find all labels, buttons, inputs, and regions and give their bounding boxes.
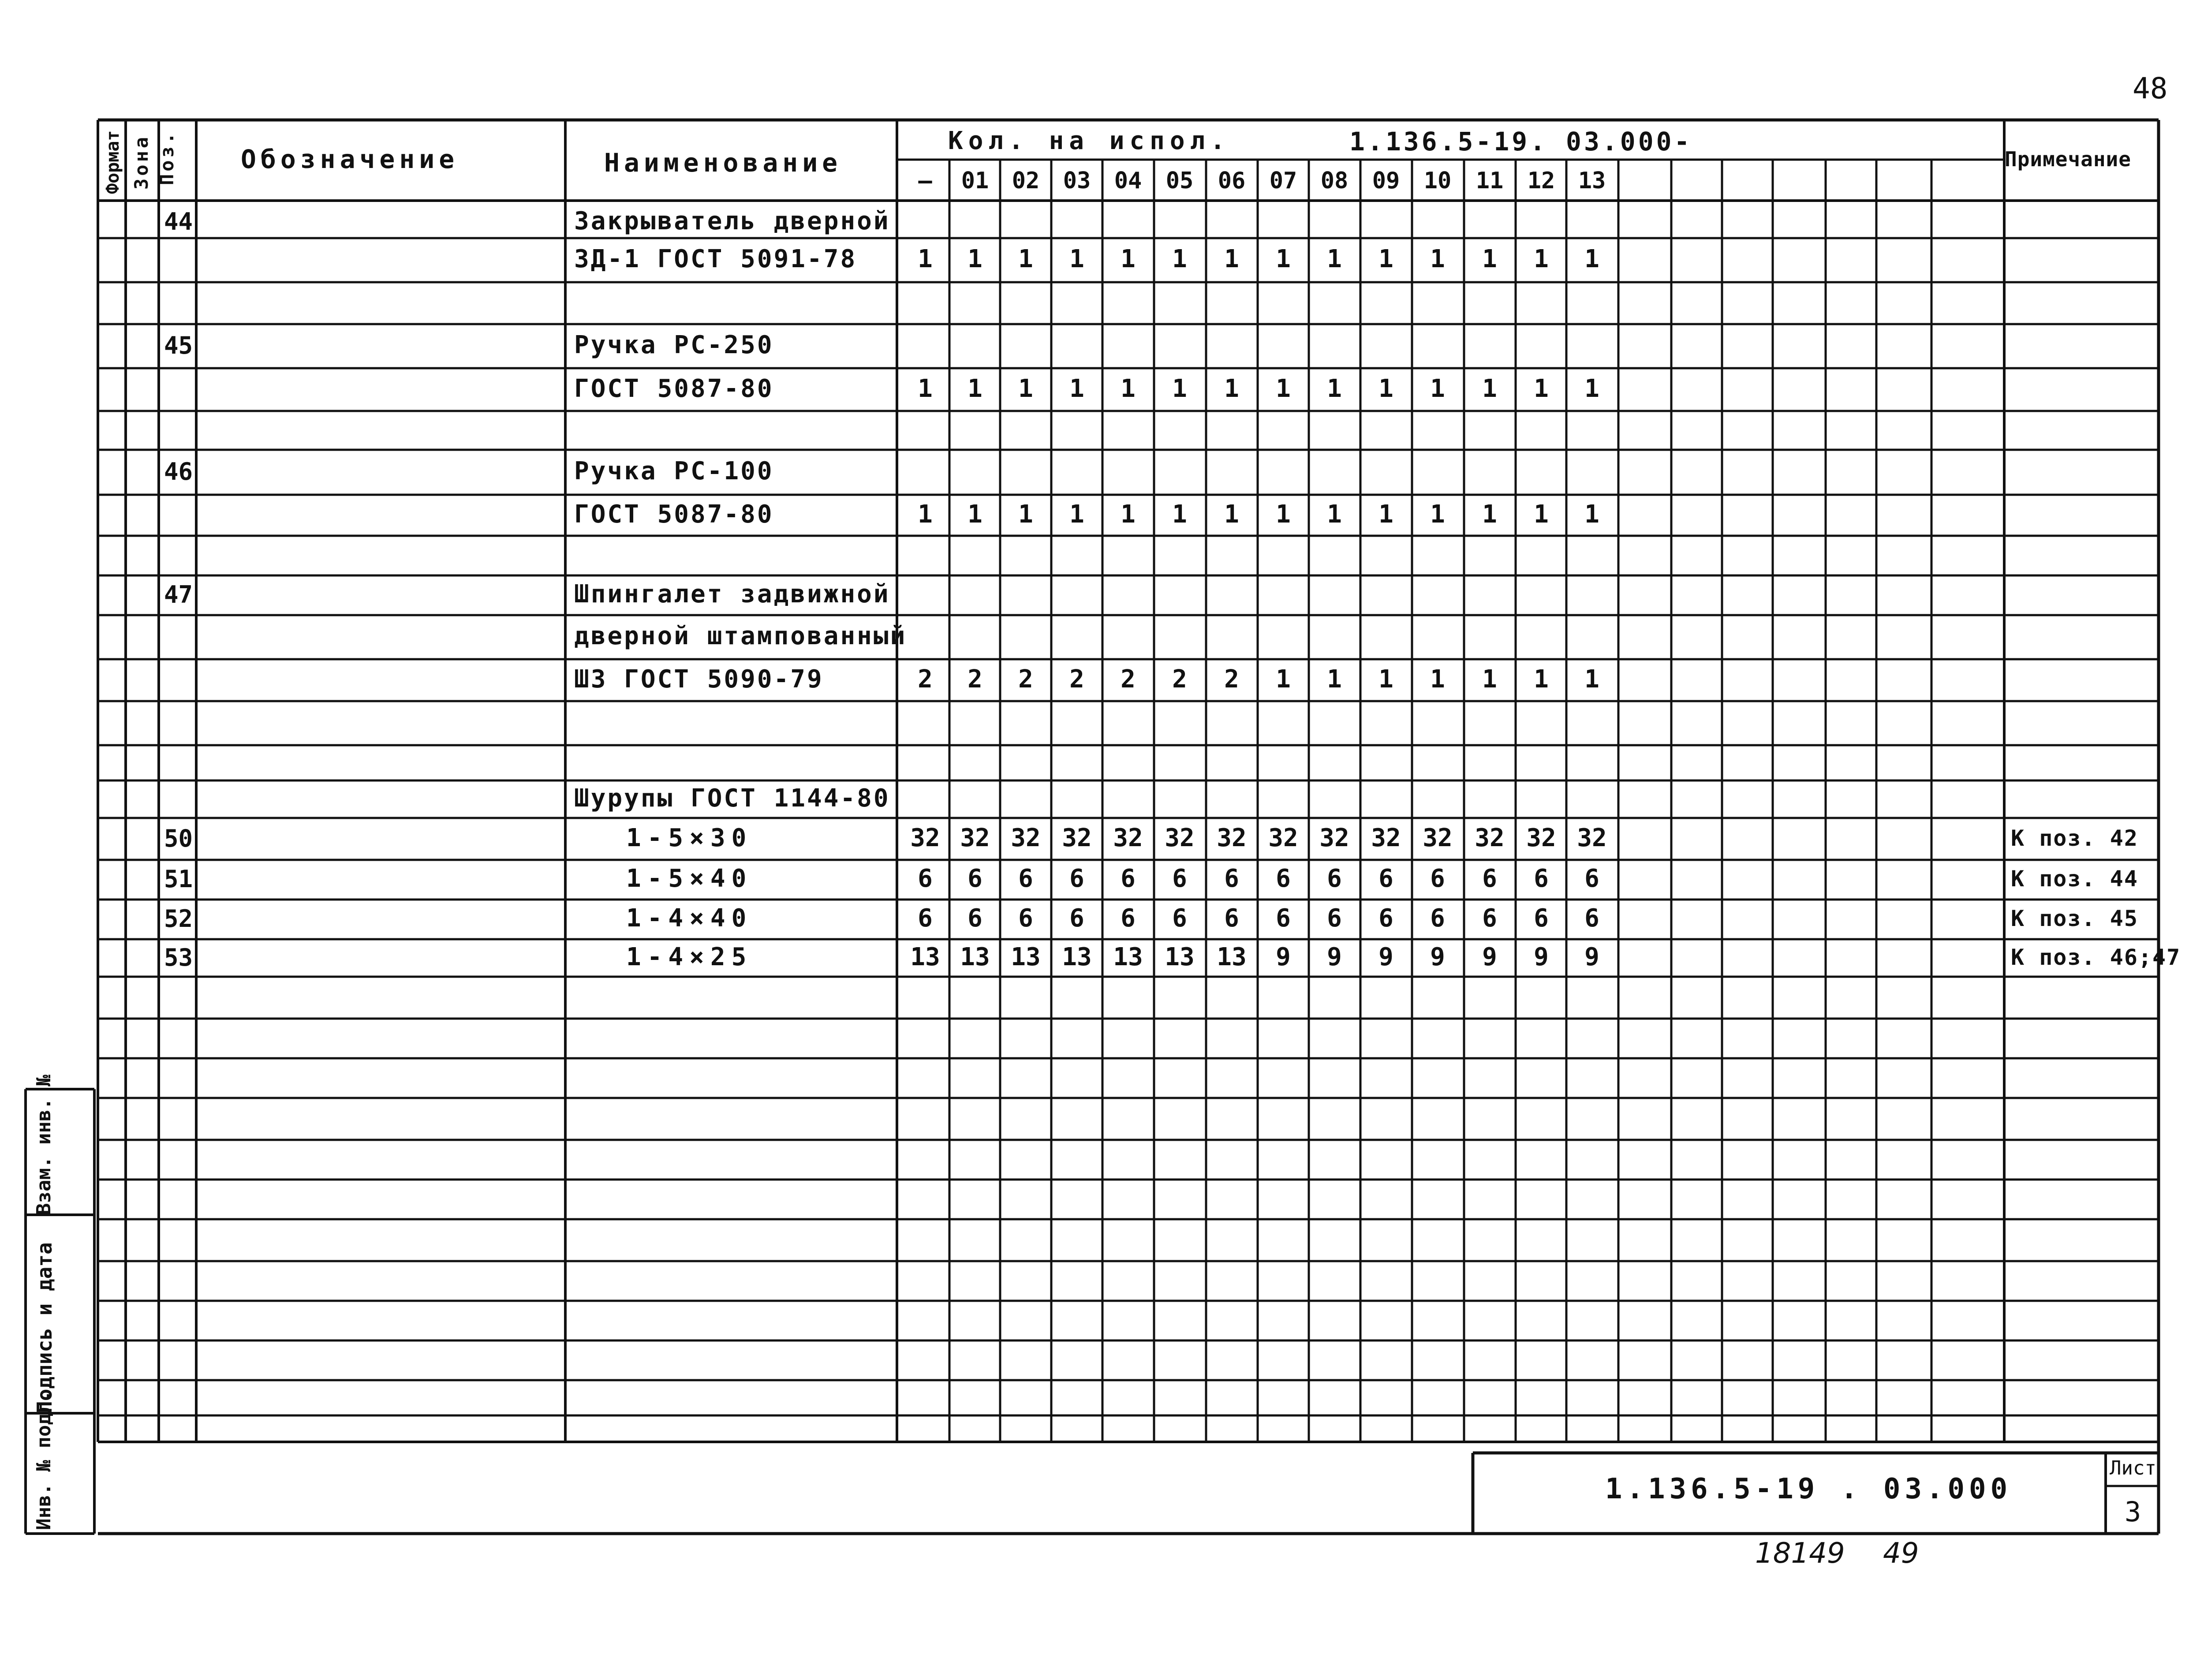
row-qty-cell: 6 <box>967 904 982 933</box>
header-pos: Поз. <box>156 130 178 185</box>
variant-header-cell: 07 <box>1269 168 1297 194</box>
row-qty-cell: 1 <box>1018 245 1033 273</box>
header-designation: Обозначение <box>241 144 459 174</box>
variant-header-cell: 02 <box>1012 168 1040 194</box>
row-qty-cell: 9 <box>1534 942 1549 971</box>
row-qty-cell: 13 <box>1165 942 1195 971</box>
row-qty-cell: 1 <box>1224 245 1239 273</box>
row-qty-cell: 1 <box>918 245 933 273</box>
row-qty-cell: 2 <box>918 665 933 694</box>
row-qty-cell: 2 <box>1069 665 1084 694</box>
row-qty-cell: 6 <box>1224 904 1239 933</box>
variant-header-cell: 03 <box>1063 168 1091 194</box>
row-qty-cell: 1 <box>1121 245 1136 273</box>
row-qty-cell: 2 <box>1172 665 1187 694</box>
header-note: Примечание <box>2005 147 2131 171</box>
row-qty-cell: 32 <box>1526 823 1556 852</box>
row-qty-cell: 6 <box>1172 904 1187 933</box>
row-qty-cell: 1 <box>1172 374 1187 403</box>
stamp-code: 1.136.5-19 . 03.000 <box>1605 1473 2012 1505</box>
row-qty-cell: 1 <box>1018 374 1033 403</box>
row-qty-cell: 1 <box>1276 245 1291 273</box>
row-name: ГОСТ 5087-80 <box>574 500 774 529</box>
row-qty-cell: 2 <box>1018 665 1033 694</box>
variant-header-cell: 08 <box>1320 168 1349 194</box>
row-note: К поз. 44 <box>2011 866 2138 892</box>
row-qty-cell: 13 <box>1217 942 1247 971</box>
row-qty-cell: 1 <box>1482 500 1497 529</box>
row-qty-cell: 6 <box>918 904 933 933</box>
row-qty-cell: 9 <box>1378 942 1393 971</box>
row-pos: 50 <box>164 824 193 852</box>
row-name: Ручка РС-100 <box>574 457 774 485</box>
row-qty-cell: 6 <box>1584 864 1599 893</box>
row-qty-cell: 9 <box>1584 942 1599 971</box>
row-qty-cell: 6 <box>1121 864 1136 893</box>
variant-header-cell: 01 <box>961 168 989 194</box>
row-note: К поз. 42 <box>2011 825 2138 851</box>
row-qty-cell: 1 <box>1534 500 1549 529</box>
row-qty-cell: 1 <box>1069 374 1084 403</box>
variant-header-cell: 09 <box>1372 168 1400 194</box>
row-pos: 51 <box>164 865 193 893</box>
row-name: Ручка РС-250 <box>574 331 774 359</box>
row-qty-cell: 2 <box>1224 665 1239 694</box>
row-note: К поз. 46;47 <box>2011 944 2181 970</box>
row-qty-cell: 32 <box>1423 823 1453 852</box>
row-qty-cell: 1 <box>1584 665 1599 694</box>
row-qty-cell: 1 <box>1584 500 1599 529</box>
row-qty-cell: 1 <box>1327 500 1342 529</box>
row-qty-cell: 6 <box>1224 864 1239 893</box>
row-qty-cell: 6 <box>1121 904 1136 933</box>
row-qty-cell: 13 <box>910 942 940 971</box>
row-qty-cell: 32 <box>1062 823 1092 852</box>
row-qty-cell: 1 <box>1378 665 1393 694</box>
row-qty-cell: 1 <box>1276 500 1291 529</box>
row-qty-cell: 1 <box>1482 374 1497 403</box>
row-qty-cell: 1 <box>1276 665 1291 694</box>
row-qty-cell: 32 <box>1011 823 1041 852</box>
row-qty-cell: 1 <box>967 245 982 273</box>
row-name: 1-4×25 <box>626 942 753 971</box>
row-qty-cell: 6 <box>918 864 933 893</box>
row-qty-cell: 13 <box>1062 942 1092 971</box>
row-qty-cell: 32 <box>910 823 940 852</box>
row-note: К поз. 45 <box>2011 906 2138 931</box>
row-qty-cell: 32 <box>1475 823 1505 852</box>
row-qty-cell: 1 <box>1584 374 1599 403</box>
row-name: ЗД-1 ГОСТ 5091-78 <box>574 245 857 273</box>
row-qty-cell: 1 <box>967 374 982 403</box>
row-qty-cell: 6 <box>967 864 982 893</box>
row-qty-cell: 1 <box>1482 665 1497 694</box>
row-qty-cell: 32 <box>1165 823 1195 852</box>
row-pos: 52 <box>164 905 193 933</box>
variant-header-cell: 11 <box>1476 168 1504 194</box>
row-qty-cell: 1 <box>1069 500 1084 529</box>
row-qty-cell: 1 <box>1327 374 1342 403</box>
row-qty-cell: 9 <box>1430 942 1445 971</box>
row-qty-cell: 1 <box>1378 500 1393 529</box>
row-qty-cell: 1 <box>1430 665 1445 694</box>
row-qty-cell: 1 <box>1224 500 1239 529</box>
row-pos: 53 <box>164 943 193 971</box>
side-label-inv-podl: Инв. № подл. <box>33 1390 55 1530</box>
row-name: Закрыватель дверной <box>574 207 890 235</box>
row-qty-cell: 1 <box>1378 245 1393 273</box>
row-qty-cell: 1 <box>1584 245 1599 273</box>
variant-header-cell: 13 <box>1578 168 1606 194</box>
row-qty-cell: 32 <box>1577 823 1607 852</box>
side-label-vzam: Взам. инв. № <box>33 1075 55 1215</box>
row-qty-cell: 1 <box>1430 500 1445 529</box>
row-qty-cell: 6 <box>1018 864 1033 893</box>
header-doc-code: 1.136.5-19. 03.000- <box>1349 127 1692 157</box>
row-qty-cell: 6 <box>1430 864 1445 893</box>
row-qty-cell: 6 <box>1430 904 1445 933</box>
row-qty-cell: 6 <box>1327 864 1342 893</box>
row-qty-cell: 6 <box>1018 904 1033 933</box>
row-pos: 47 <box>164 581 193 609</box>
row-qty-cell: 32 <box>1371 823 1401 852</box>
variant-header-cell: 10 <box>1423 168 1452 194</box>
row-qty-cell: 1 <box>1534 665 1549 694</box>
row-qty-cell: 6 <box>1584 904 1599 933</box>
header-name: Наименование <box>604 148 842 178</box>
row-name: 1-5×30 <box>626 823 753 852</box>
row-qty-cell: 6 <box>1276 904 1291 933</box>
row-pos: 45 <box>164 332 193 359</box>
row-qty-cell: 13 <box>1113 942 1143 971</box>
variant-header-cell: 12 <box>1527 168 1555 194</box>
header-qty-label: Кол. на испол. <box>948 127 1231 155</box>
row-qty-cell: 9 <box>1276 942 1291 971</box>
stamp-sheet-label: Лист <box>2110 1457 2156 1479</box>
row-qty-cell: 32 <box>1319 823 1349 852</box>
row-qty-cell: 1 <box>1482 245 1497 273</box>
row-qty-cell: 32 <box>1268 823 1298 852</box>
variant-header-cell: 06 <box>1218 168 1246 194</box>
variant-header-cell: 05 <box>1165 168 1194 194</box>
side-label-podpis: Подпись и дата <box>33 1242 56 1413</box>
row-name: Шурупы ГОСТ 1144-80 <box>574 784 890 813</box>
row-qty-cell: 6 <box>1482 864 1497 893</box>
row-qty-cell: 6 <box>1069 864 1084 893</box>
row-qty-cell: 1 <box>1121 374 1136 403</box>
row-qty-cell: 1 <box>1327 665 1342 694</box>
variant-header-cell: — <box>918 168 932 194</box>
row-qty-cell: 1 <box>1534 245 1549 273</box>
header-format: Формат <box>103 130 123 194</box>
row-name: 1-4×40 <box>626 904 753 933</box>
row-qty-cell: 32 <box>1217 823 1247 852</box>
row-qty-cell: 2 <box>967 665 982 694</box>
row-name: ШЗ ГОСТ 5090-79 <box>574 665 824 694</box>
row-qty-cell: 1 <box>918 500 933 529</box>
row-qty-cell: 9 <box>1482 942 1497 971</box>
row-qty-cell: 1 <box>967 500 982 529</box>
row-qty-cell: 1 <box>1378 374 1393 403</box>
row-qty-cell: 2 <box>1121 665 1136 694</box>
row-pos: 44 <box>164 208 193 235</box>
row-qty-cell: 1 <box>1018 500 1033 529</box>
row-qty-cell: 1 <box>1430 374 1445 403</box>
row-qty-cell: 6 <box>1069 904 1084 933</box>
row-name: Шпингалет задвижной <box>574 580 890 609</box>
row-qty-cell: 1 <box>1224 374 1239 403</box>
footer-handwritten-left: 18149 <box>1755 1537 1845 1570</box>
stamp-sheet-number: 3 <box>2125 1496 2141 1528</box>
row-qty-cell: 1 <box>1069 245 1084 273</box>
row-qty-cell: 6 <box>1482 904 1497 933</box>
row-name: 1-5×40 <box>626 864 753 893</box>
row-qty-cell: 1 <box>1276 374 1291 403</box>
row-qty-cell: 6 <box>1172 864 1187 893</box>
header-zone: Зона <box>131 134 152 190</box>
page-number: 48 <box>2133 71 2168 105</box>
row-qty-cell: 1 <box>1430 245 1445 273</box>
row-qty-cell: 1 <box>1534 374 1549 403</box>
row-qty-cell: 6 <box>1327 904 1342 933</box>
row-qty-cell: 6 <box>1534 904 1549 933</box>
row-name: ГОСТ 5087-80 <box>574 374 774 403</box>
row-qty-cell: 1 <box>1172 245 1187 273</box>
row-qty-cell: 13 <box>1011 942 1041 971</box>
footer-handwritten-right: 49 <box>1883 1537 1919 1570</box>
row-qty-cell: 1 <box>918 374 933 403</box>
variant-header-cell: 04 <box>1114 168 1142 194</box>
row-qty-cell: 6 <box>1534 864 1549 893</box>
row-qty-cell: 9 <box>1327 942 1342 971</box>
row-qty-cell: 32 <box>960 823 990 852</box>
row-qty-cell: 1 <box>1172 500 1187 529</box>
row-qty-cell: 1 <box>1121 500 1136 529</box>
row-qty-cell: 32 <box>1113 823 1143 852</box>
row-qty-cell: 6 <box>1276 864 1291 893</box>
row-qty-cell: 13 <box>960 942 990 971</box>
row-qty-cell: 1 <box>1327 245 1342 273</box>
row-pos: 46 <box>164 458 193 485</box>
row-name: дверной штампованный <box>574 622 907 650</box>
row-qty-cell: 6 <box>1378 864 1393 893</box>
row-qty-cell: 6 <box>1378 904 1393 933</box>
